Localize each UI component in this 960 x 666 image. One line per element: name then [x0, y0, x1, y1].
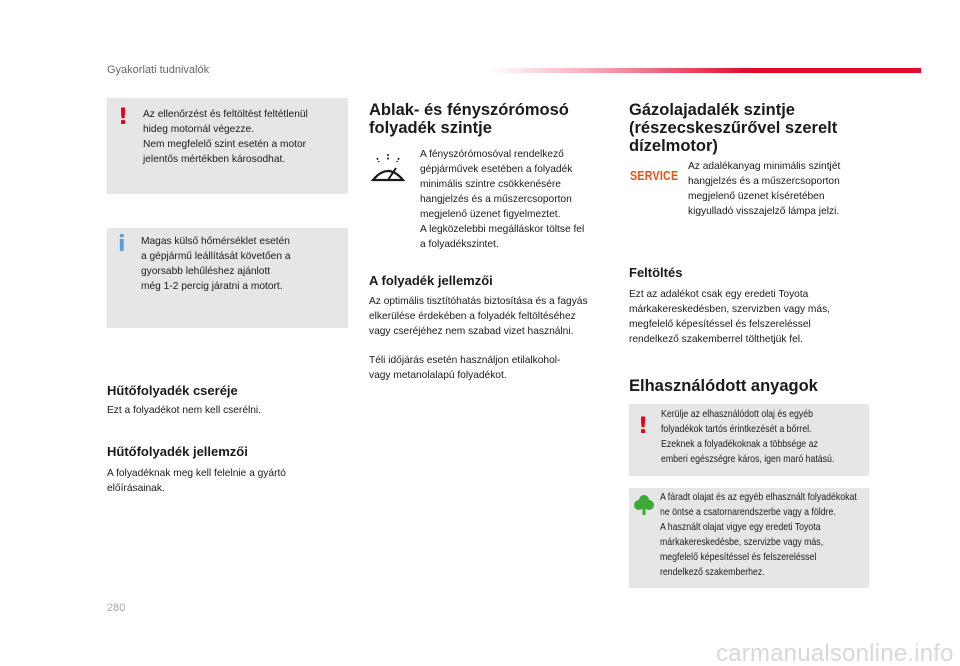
coolant-spec-line: előírásainak.: [107, 483, 165, 494]
service-line: Az adalékanyag minimális szintjét: [688, 161, 841, 172]
warning-exclamation-icon: !: [118, 105, 129, 130]
coolant-spec-title: Hűtőfolyadék jellemzői: [107, 444, 248, 459]
winter-text: [369, 353, 560, 383]
fill-line: márkakereskedésben, szervizben vagy más,: [629, 304, 831, 315]
washer-intro-text: [420, 147, 584, 252]
used-materials-title: Elhasználódott anyagok: [629, 377, 818, 395]
coolant-change-text: [107, 403, 261, 418]
fill-text: [629, 287, 830, 347]
washer-title-line: Ablak- és fényszórómosó: [369, 101, 569, 119]
used-warning-line: Ezeknek a folyadékoknak a többsége az: [661, 439, 818, 450]
info-note: [107, 228, 348, 328]
winter-line: vagy metanolalapú folyadékot.: [369, 370, 507, 381]
warning-line: hideg motornál végezze.: [143, 124, 254, 135]
warning-line: jelentős mértékben károsodhat.: [143, 154, 286, 165]
env-line: márkakereskedésbe, szervizbe vagy más,: [660, 537, 824, 548]
warning-exclamation-icon: !: [638, 414, 649, 439]
used-warning-line: folyadékok tartós érintkezését a bőrrel.: [661, 424, 812, 435]
environment-note: [629, 488, 869, 588]
env-line: ne öntse a csatornarendszerbe vagy a földre.: [660, 507, 836, 518]
fill-title: Feltöltés: [629, 265, 683, 280]
winter-line: Téli időjárás esetén használjon etilalkohol-: [369, 355, 561, 366]
warning-line: Az ellenőrzést és feltöltést feltétlenül: [143, 109, 308, 120]
used-warning-line: emberi egészségre káros, igen maró hatású.: [661, 454, 835, 465]
env-line: A használt olajat vigye egy eredeti Toyota: [660, 522, 821, 533]
env-line: A fáradt olajat és az egyéb elhasznált folyadékokat: [660, 492, 857, 503]
service-line: kigyulladó visszajelző lámpa jelzi.: [688, 206, 840, 217]
service-text: [688, 159, 840, 219]
washer-intro-line: minimális szintre csökkenésére: [420, 179, 561, 190]
washer-intro-line: hangjelzés és a műszercsoporton: [420, 194, 572, 205]
washer-intro-line: megjelenő üzenet figyelmeztet.: [420, 209, 561, 220]
warning-line: Nem megfelelő szint esetén a motor: [143, 139, 307, 150]
used-warning-note: [629, 404, 869, 476]
diesel-title-line: dízelmotor): [629, 137, 718, 155]
service-warning-icon: SERVICE: [630, 168, 679, 183]
washer-fluid-title: [369, 101, 569, 137]
info-line: a gépjármű leállítását követően a: [141, 251, 291, 262]
watermark: carmanualsonline.info: [716, 640, 954, 666]
fill-line: Ezt az adalékot csak egy eredeti Toyota: [629, 289, 809, 300]
fluid-spec-line: vagy cseréjéhez nem szabad vizet használni.: [369, 326, 574, 337]
warning-note: [107, 98, 348, 194]
env-line: megfelelő képesítéssel és felszereléssel: [660, 552, 817, 563]
washer-title-line: folyadék szintje: [369, 119, 492, 137]
fill-line: rendelkező szakemberrel tölthetjük fel.: [629, 334, 803, 345]
info-line: Magas külső hőmérséklet esetén: [141, 236, 290, 247]
coolant-change-line: Ezt a folyadékot nem kell cserélni.: [107, 405, 262, 416]
info-icon: i: [118, 232, 126, 257]
service-line: megjelenő üzenet kíséretében: [688, 191, 825, 202]
washer-fluid-icon: [369, 150, 407, 186]
used-warning-line: Kerülje az elhasználódott olaj és egyéb: [661, 409, 813, 420]
washer-intro-line: A fényszórómosóval rendelkező: [420, 149, 564, 160]
fill-line: megfelelő képesítéssel és felszereléssel: [629, 319, 811, 330]
service-line: hangjelzés és a műszercsoporton: [688, 176, 840, 187]
env-line: rendelkező szakemberhez.: [660, 567, 765, 578]
washer-intro-line: A legközelebbi megálláskor töltse fel: [420, 224, 585, 235]
section-header: Gyakorlati tudnivalók: [107, 64, 210, 76]
diesel-title-line: Gázolajadalék szintje: [629, 101, 795, 119]
coolant-change-title: Hűtőfolyadék cseréje: [107, 383, 238, 398]
header-accent-bar: [490, 68, 921, 73]
diesel-title-line: (részecskeszűrővel szerelt: [629, 119, 838, 137]
washer-intro-line: a folyadékszintet.: [420, 239, 499, 250]
diesel-additive-title: [629, 101, 837, 155]
info-line: gyorsabb lehűléshez ajánlott: [141, 266, 271, 277]
washer-intro-line: gépjárművek esetében a folyadék: [420, 164, 573, 175]
coolant-spec-text: [107, 466, 286, 496]
info-line: még 1-2 percig járatni a motort.: [141, 281, 283, 292]
page-number: 280: [107, 602, 126, 614]
fluid-spec-line: elkerülése érdekében a folyadék feltöltéséhez: [369, 311, 576, 322]
fluid-spec-line: Az optimális tisztítóhatás biztosítása és a fagyás: [369, 296, 588, 307]
coolant-spec-line: A folyadéknak meg kell felelnie a gyártó: [107, 468, 286, 479]
fluid-spec-text: [369, 294, 588, 339]
environment-tree-icon: [634, 494, 654, 516]
fluid-spec-title: A folyadék jellemzői: [369, 273, 493, 288]
